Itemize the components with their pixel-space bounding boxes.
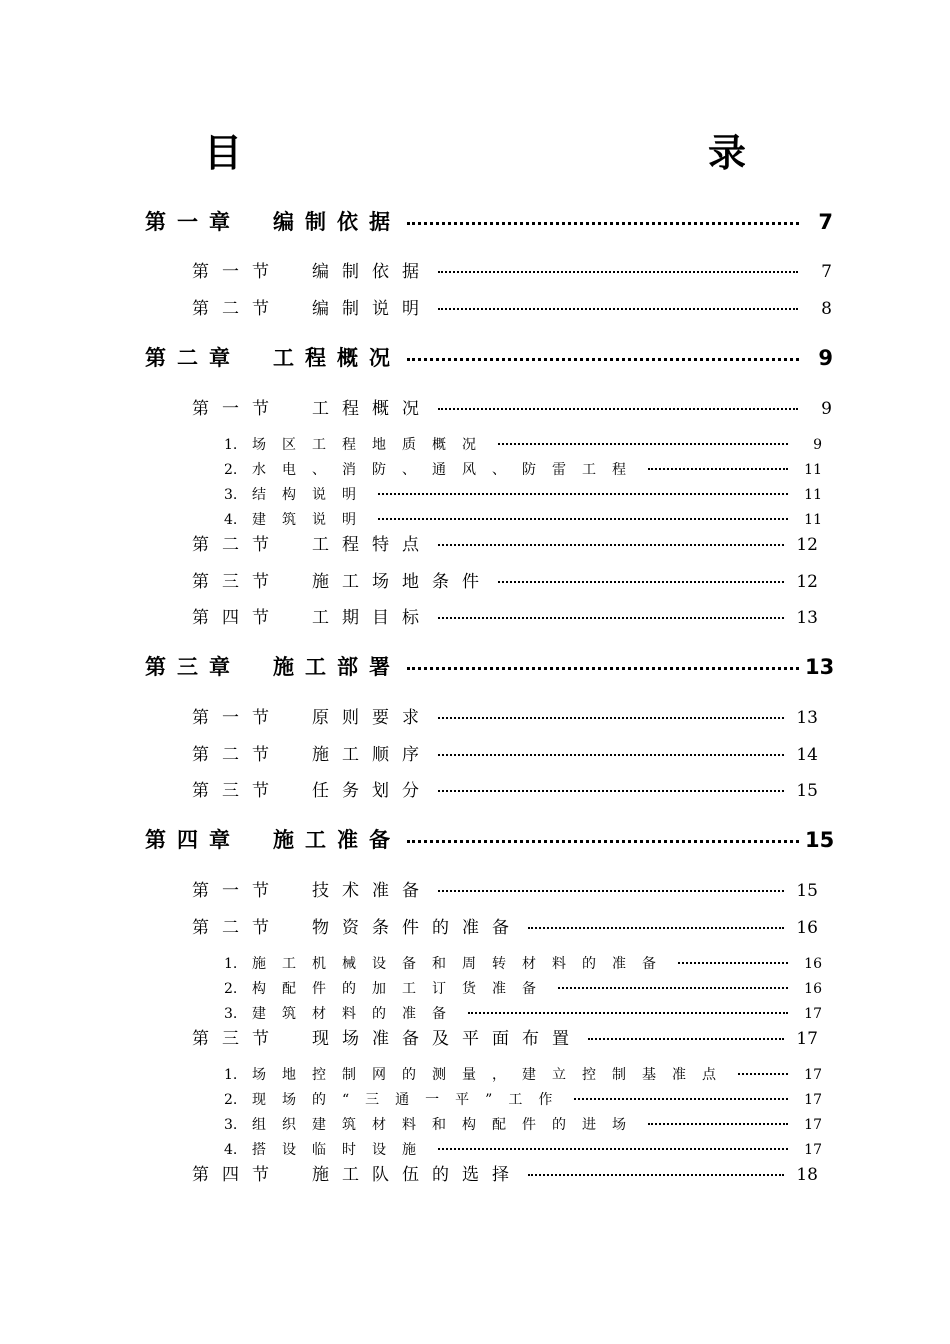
dot-leader (498, 581, 784, 583)
dot-leader (438, 754, 784, 756)
toc-item[interactable] (224, 1002, 822, 1026)
toc-page-number: 17 (796, 1029, 818, 1049)
toc-section-label: 第三节 任务划分 (192, 781, 432, 801)
toc-item-number: 2. (224, 1092, 238, 1108)
toc-page-number: 16 (796, 918, 818, 938)
dot-leader (438, 617, 784, 619)
toc-page-number: 15 (796, 881, 818, 901)
dot-leader (558, 987, 788, 989)
dot-leader (407, 840, 799, 843)
dot-leader (438, 790, 784, 792)
toc-section-1-1[interactable] (192, 257, 832, 287)
toc-item[interactable] (224, 1113, 822, 1137)
toc-page-number: 11 (804, 512, 822, 528)
toc-item-label: 场地控制网的测量，建立控制基准点 (252, 1067, 732, 1083)
toc-section-3-3[interactable] (192, 776, 818, 806)
dot-leader (528, 1174, 784, 1176)
toc-page-number: 17 (804, 1117, 822, 1133)
toc-section-label: 第二节 物资条件的准备 (192, 918, 522, 938)
toc-section-2-4[interactable] (192, 603, 818, 633)
toc-page-number: 17 (804, 1092, 822, 1108)
toc-page-number: 7 (821, 262, 832, 282)
dot-leader (588, 1038, 784, 1040)
toc-page-number: 13 (796, 708, 818, 728)
toc-page-number: 13 (805, 655, 835, 679)
dot-leader (678, 962, 788, 964)
toc-section-label: 第二节 施工顺序 (192, 745, 432, 765)
toc-section-label: 第二节 编制说明 (192, 299, 432, 319)
toc-item[interactable] (224, 1063, 822, 1087)
toc-section-3-1[interactable] (192, 703, 818, 733)
dot-leader (648, 468, 788, 470)
dot-leader (438, 890, 784, 892)
toc-item-number: 2. (224, 981, 238, 997)
toc-item[interactable] (224, 1138, 822, 1162)
toc-section-label: 第一节 原则要求 (192, 708, 432, 728)
toc-chapter-3[interactable] (145, 652, 833, 682)
toc-item-label: 建筑说明 (252, 512, 372, 528)
dot-leader (738, 1073, 788, 1075)
toc-section-4-3[interactable] (192, 1024, 818, 1054)
toc-item-number: 2. (224, 462, 238, 478)
toc-item[interactable] (224, 458, 822, 482)
toc-section-label: 第一节 编制依据 (192, 262, 432, 282)
toc-item-number: 1. (224, 1067, 238, 1083)
toc-chapter-label: 第四章 施工准备 (145, 828, 401, 852)
dot-leader (378, 518, 788, 520)
toc-page-number: 12 (796, 535, 818, 555)
toc-chapter-label: 第一章 编制依据 (145, 210, 401, 234)
toc-page-number: 11 (804, 487, 822, 503)
toc-section-4-4[interactable] (192, 1160, 818, 1190)
toc-item-label: 场区工程地质概况 (252, 437, 492, 453)
toc-section-label: 第一节 工程概况 (192, 399, 432, 419)
toc-chapter-label: 第二章 工程概况 (145, 346, 401, 370)
toc-item[interactable] (224, 977, 822, 1001)
toc-section-2-2[interactable] (192, 530, 818, 560)
dot-leader (438, 717, 784, 719)
toc-section-label: 第二节 工程特点 (192, 535, 432, 555)
dot-leader (407, 358, 799, 361)
toc-page-number: 14 (796, 745, 818, 765)
dot-leader (438, 544, 784, 546)
toc-page-number: 7 (818, 210, 833, 234)
toc-item-label: 构配件的加工订货准备 (252, 981, 552, 997)
toc-page-number: 18 (796, 1165, 818, 1185)
toc-chapter-label: 第三章 施工部署 (145, 655, 401, 679)
toc-page-number: 16 (804, 981, 822, 997)
toc-page-number: 9 (821, 399, 832, 419)
toc-section-2-3[interactable] (192, 567, 818, 597)
toc-item-number: 4. (224, 512, 238, 528)
toc-page-number: 13 (796, 608, 818, 628)
toc-page-number: 9 (813, 437, 822, 453)
toc-page-number: 12 (796, 572, 818, 592)
toc-page-number: 9 (818, 346, 833, 370)
toc-chapter-2[interactable] (145, 343, 833, 373)
toc-page-number: 15 (805, 828, 835, 852)
toc-section-2-1[interactable] (192, 394, 832, 424)
toc-chapter-4[interactable] (145, 825, 833, 855)
toc-item[interactable] (224, 1088, 822, 1112)
toc-item-number: 3. (224, 1006, 238, 1022)
dot-leader (648, 1123, 788, 1125)
dot-leader (407, 667, 799, 670)
toc-section-1-2[interactable] (192, 294, 832, 324)
toc-item-number: 1. (224, 956, 238, 972)
toc-item-label: 结构说明 (252, 487, 372, 503)
dot-leader (574, 1098, 788, 1100)
dot-leader (438, 1148, 788, 1150)
toc-item-label: 搭设临时设施 (252, 1142, 432, 1158)
page-title: 目 录 (203, 131, 876, 175)
toc-item-number: 4. (224, 1142, 238, 1158)
toc-item-label: 施工机械设备和周转材料的准备 (252, 956, 672, 972)
toc-section-label: 第三节 施工场地条件 (192, 572, 492, 592)
dot-leader (528, 927, 784, 929)
dot-leader (438, 408, 798, 410)
toc-page-number: 17 (804, 1067, 822, 1083)
toc-section-label: 第一节 技术准备 (192, 881, 432, 901)
toc-item-label: 建筑材料的准备 (252, 1006, 462, 1022)
dot-leader (378, 493, 788, 495)
toc-item-label: 水电、消防、通风、防雷工程 (252, 462, 642, 478)
toc-page-number: 8 (821, 299, 832, 319)
toc-section-4-1[interactable] (192, 876, 818, 906)
toc-item-label: 现场的“三通一平”工作 (252, 1092, 569, 1108)
toc-page-number: 16 (804, 956, 822, 972)
toc-item-number: 1. (224, 437, 238, 453)
toc-section-3-2[interactable] (192, 740, 818, 770)
toc-section-label: 第四节 工期目标 (192, 608, 432, 628)
toc-item[interactable] (224, 508, 822, 532)
toc-page-number: 17 (804, 1142, 822, 1158)
toc-item[interactable] (224, 433, 822, 457)
toc-section-label: 第三节 现场准备及平面布置 (192, 1029, 582, 1049)
toc-section-4-2[interactable] (192, 913, 818, 943)
toc-chapter-1[interactable] (145, 207, 833, 237)
toc-item[interactable] (224, 952, 822, 976)
toc-item-number: 3. (224, 1117, 238, 1133)
toc-item-number: 3. (224, 487, 238, 503)
toc-item-label: 组织建筑材料和构配件的进场 (252, 1117, 642, 1133)
toc-page-number: 11 (804, 462, 822, 478)
dot-leader (438, 271, 798, 273)
dot-leader (468, 1012, 788, 1014)
dot-leader (498, 443, 788, 445)
toc-section-label: 第四节 施工队伍的选择 (192, 1165, 522, 1185)
dot-leader (438, 308, 798, 310)
dot-leader (407, 222, 799, 225)
toc-page-number: 17 (804, 1006, 822, 1022)
toc-item[interactable] (224, 483, 822, 507)
toc-page-number: 15 (796, 781, 818, 801)
